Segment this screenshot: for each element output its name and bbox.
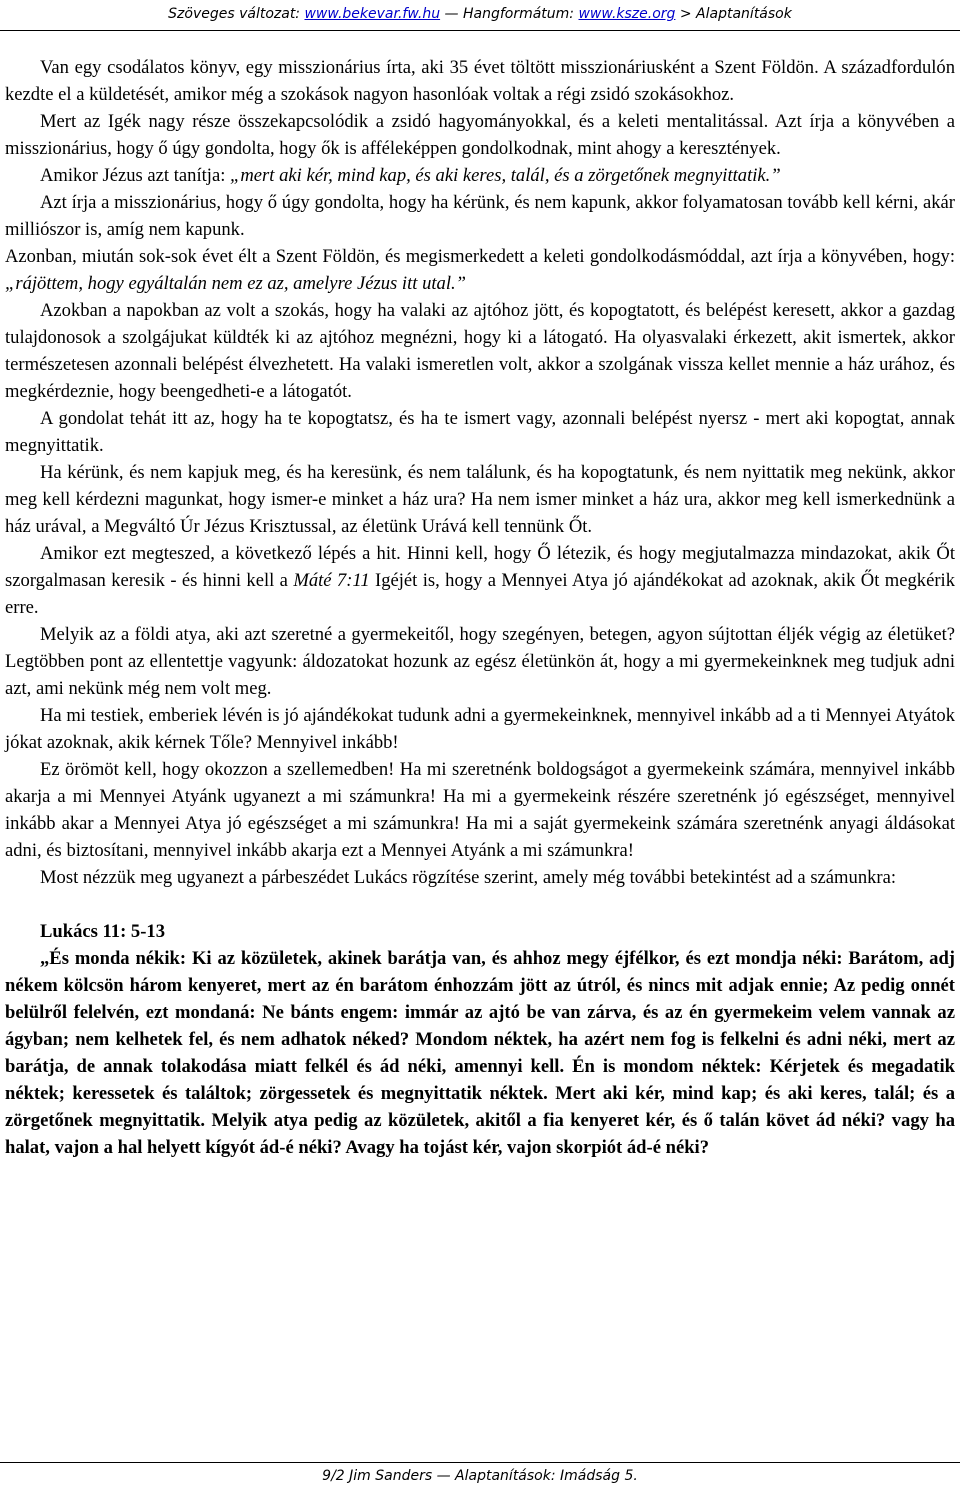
scripture-reference: Lukács 11: 5-13 bbox=[40, 921, 166, 942]
header-middle: — Hangformátum: bbox=[440, 6, 579, 22]
text-run: Melyik az a földi atya, aki azt szeretné a gyermekeitől, hogy szegényen, betegen, agyon sújtottan éljék végig az életüket? Legtöbben pont az ellentettje vagyunk: áldozatokat hozunk az egész életünkön át, hogy a mi gyermekeinknek meg tudjuk adni azt, ami nekünk még nem volt meg. bbox=[5, 624, 955, 699]
text-run: Most nézzük meg ugyanezt a párbeszédet Lukács rögzítése szerint, amely még további betekintést ad a számunkra: bbox=[40, 867, 897, 888]
header-link-ksze[interactable]: www.ksze.org bbox=[578, 6, 676, 22]
paragraph bbox=[5, 243, 955, 297]
paragraph bbox=[5, 702, 955, 756]
paragraph bbox=[5, 621, 955, 702]
header-divider bbox=[0, 30, 960, 31]
header-link-bekevar[interactable]: www.bekevar.fw.hu bbox=[304, 6, 441, 22]
italic-quote: Máté 7:11 bbox=[293, 570, 370, 591]
document-body bbox=[5, 54, 955, 1161]
text-run: Ha mi testiek, emberiek lévén is jó ajándékokat tudunk adni a gyermekeinknek, mennyivel inkább ad a ti Mennyei Atyátok jókat azoknak, akik kérnek Tőle? Mennyivel inkább! bbox=[5, 705, 955, 753]
text-run: Van egy csodálatos könyv, egy misszionárius írta, aki 35 évet töltött misszionáriusként a Szent Földön. A századfordulón kezdte el a küldetését, amikor még a szokások nagyon hasonlóak voltak a régi zsidó szokásokhoz. bbox=[5, 57, 955, 105]
text-run: Mert az Igék nagy része összekapcsolódik a zsidó hagyományokkal, és a keleti mentalitással. Azt írja a könyvében a misszionárius, hogy ő úgy gondolta, hogy ők is afféleképpen gondolkodnak, mint ahogy a keresztények. bbox=[5, 111, 955, 159]
text-run: Azonban, miután sok-sok évet élt a Szent Földön, és megismerkedett a keleti gondolkodásmóddal, azt írja a könyvében, hogy: bbox=[5, 246, 955, 267]
text-run: Ez örömöt kell, hogy okozzon a szellemedben! Ha mi szeretnénk boldogságot a gyermekeink számára, mennyivel inkább akarja a mi Mennyei Atyánk ugyanezt a mi számunkra! Ha mi a gyermekeink részére szeretnénk jó egészséget, mennyivel inkább akar a Mennyei Atya jó egészséget a mi számunkra! Ha mi a saját gyermekeink számára szeretnénk anyagi áldásokat adni, és biztosítani, mennyivel inkább akarja ezt a Mennyei Atyánk a mi számunkra! bbox=[5, 759, 955, 861]
page-header bbox=[0, 0, 960, 28]
paragraph bbox=[5, 189, 955, 243]
italic-quote: „mert aki kér, mind kap, és aki keres, talál, és a zörgetőnek megnyittatik.” bbox=[230, 165, 781, 186]
paragraph bbox=[5, 864, 955, 891]
paragraph bbox=[5, 540, 955, 621]
paragraph bbox=[5, 162, 955, 189]
paragraph bbox=[5, 54, 955, 108]
header-suffix: > Alaptanítások bbox=[675, 6, 792, 22]
paragraph bbox=[5, 756, 955, 864]
paragraph bbox=[5, 108, 955, 162]
italic-quote: „rájöttem, hogy egyáltalán nem ez az, amelyre Jézus itt utal.” bbox=[5, 273, 466, 294]
paragraph-list bbox=[5, 54, 955, 891]
text-run: Igéjét is, hogy a Mennyei Atya jó ajándékokat ad azoknak, akik Őt megkérik erre. bbox=[5, 570, 955, 618]
text-run: Amikor ezt megteszed, a következő lépés a hit. Hinni kell, hogy Ő létezik, és hogy megjutalmazza mindazokat, akik Őt szorgalmasan keresik - és hinni kell a bbox=[5, 543, 955, 591]
text-run: Azokban a napokban az volt a szokás, hogy ha valaki az ajtóhoz jött, és kopogtatott, és belépést keresett, akkor a gazdag tulajdonosok a szolgájukat küldték ki az ajtóhoz megnézni, hogy ki a látogató. Ha olyasvalaki érkezett, akit ismertek, akkor természetesen azonnali belépést élvezhetett. Ha valaki ismeretlen volt, akkor a szolgának vissza kellet mennie a ház urához, és megkérdeznie, hogy beengedheti-e a látogatót. bbox=[5, 300, 955, 402]
paragraph bbox=[5, 405, 955, 459]
section-gap bbox=[5, 891, 955, 918]
text-run: Ha kérünk, és nem kapjuk meg, és ha keresünk, és nem találunk, és ha kopogtatunk, és nem nyittatik meg nekünk, akkor meg kell kérdezni magunkat, hogy ismer-e minket a ház ura? Ha nem ismer minket a ház ura, akkor meg kell ismerkednünk a ház urával, a Megváltó Úr Jézus Krisztussal, az életünk Urává kell tennünk Őt. bbox=[5, 462, 955, 537]
text-run: A gondolat tehát itt az, hogy ha te kopogtatsz, és ha te ismert vagy, azonnali belépést nyersz - mert aki kopogtat, annak megnyittatik. bbox=[5, 408, 955, 456]
text-run: Azt írja a misszionárius, hogy ő úgy gondolta, hogy ha kérünk, és nem kapunk, akkor folyamatosan tovább kell kérni, akár milliószor is, amíg nem kapunk. bbox=[5, 192, 955, 240]
page-footer: 9/2 Jim Sanders — Alaptanítások: Imádság 5. bbox=[322, 1468, 638, 1484]
footer-divider bbox=[0, 1462, 960, 1463]
paragraph bbox=[5, 297, 955, 405]
scripture-text: „És monda nékik: Ki az közületek, akinek barátja van, és ahhoz megy éjfélkor, és ezt mondja néki: Barátom, adj nékem kölcsön három kenyeret, mert az én barátom énhozzám jött az útról, és nincs mit adjak ennie; Az pedig onnét belülről felelvén, ezt mondaná: Ne bánts engem: immár az ajtó be van zárva, és az én gyermekeim velem vannak az ágyban; nem kelhetek fel, és nem adhatok néked? Mondom néktek, ha azért nem fog is felkelni és adni néki, mert az barátja, de annak tolakodása miatt felkél és ád néki, amennyi kell. Én is mondom néktek: Kérjetek és megadatik néktek; keressetek és találtok; zörgessetek és megnyittatik néktek. Mert aki kér, mind kap; és aki keres, talál; és a zörgetőnek megnyittatik. Melyik atya pedig az közületek, akitől a fia kenyeret kér, és ő talán követ ád néki? vagy ha halat, vajon a hal helyett kígyót ád-é néki? Avagy ha tojást kér, vajon skorpiót ád-é néki? bbox=[5, 948, 955, 1158]
text-run: Amikor Jézus azt tanítja: bbox=[40, 165, 231, 186]
header-prefix: Szöveges változat: bbox=[168, 6, 305, 22]
paragraph bbox=[5, 459, 955, 540]
